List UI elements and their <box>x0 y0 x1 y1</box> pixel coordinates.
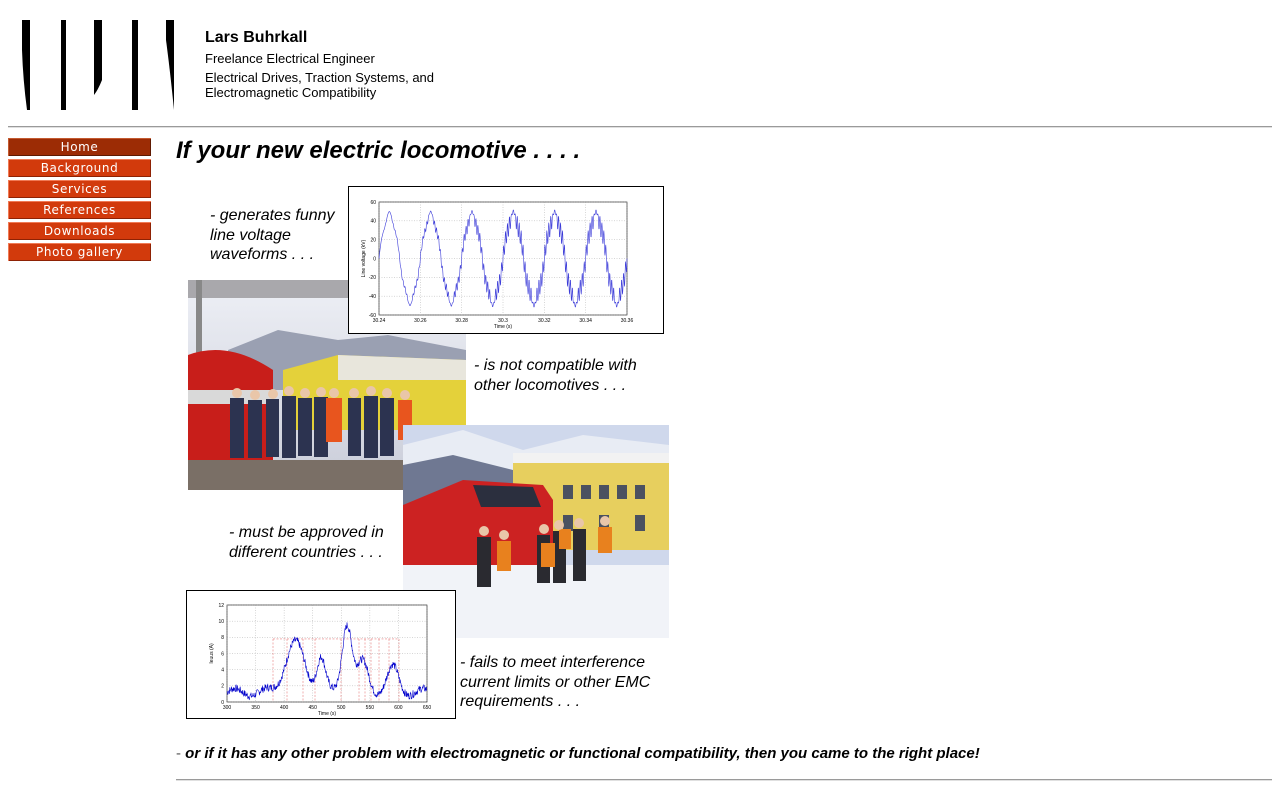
voltage-ytick: 0 <box>373 256 376 263</box>
voltage-xtick: 30.34 <box>579 318 592 324</box>
owner-specialty: Electrical Drives, Traction Systems, and Electromagnetic Compatibility <box>205 70 435 100</box>
nav-background[interactable]: Background <box>8 159 151 177</box>
closing-text: or if it has any other problem with electromagnetic or functional compatibility, then you came to the right place! <box>185 745 980 762</box>
plot-interference-current <box>186 590 456 719</box>
current-xlabel: Time (s) <box>317 711 337 717</box>
current-ytick: 2 <box>221 683 224 690</box>
current-ytick: 12 <box>218 602 224 609</box>
current-xtick: 350 <box>251 705 260 711</box>
owner-name: Lars Buhrkall <box>205 29 308 46</box>
current-xtick: 500 <box>337 705 346 711</box>
voltage-ytick: -20 <box>368 275 376 282</box>
voltage-ytick: 20 <box>370 237 376 244</box>
current-ytick: 6 <box>221 651 224 658</box>
voltage-xtick: 30.24 <box>372 318 386 324</box>
voltage-xlabel: Time (s) <box>493 324 513 330</box>
current-ytick: 10 <box>218 618 224 625</box>
sidebar-nav <box>8 138 151 264</box>
nav-home[interactable]: Home <box>8 138 151 156</box>
voltage-xtick: 30.28 <box>455 318 468 324</box>
caption-waveforms: - generates funny line voltage waveforms . . . <box>210 207 335 263</box>
closing-statement <box>176 745 980 762</box>
logo <box>20 20 176 110</box>
voltage-xtick: 30.36 <box>620 318 634 324</box>
current-ylabel: Ieuus (A) <box>209 643 215 664</box>
current-series-line <box>227 622 427 699</box>
owner-role: Freelance Electrical Engineer <box>205 51 375 66</box>
current-xtick: 400 <box>279 705 289 711</box>
current-xtick: 300 <box>222 705 232 711</box>
current-xtick: 550 <box>365 705 375 711</box>
voltage-xtick: 30.26 <box>414 318 427 324</box>
plot-line-voltage <box>348 186 664 334</box>
closing-dash: - <box>176 745 181 762</box>
current-xtick: 650 <box>422 705 432 711</box>
nav-references[interactable]: References <box>8 201 151 219</box>
caption-compatibility: - is not compatible with other locomotives . . . <box>474 357 637 394</box>
caption-approval: - must be approved in different countries . . . <box>229 524 384 561</box>
voltage-xtick: 30.3 <box>498 318 508 324</box>
current-ytick: 4 <box>221 667 224 674</box>
voltage-xtick: 30.32 <box>538 318 551 324</box>
nav-downloads[interactable]: Downloads <box>8 222 151 240</box>
page-title: If your new electric locomotive . . . . <box>176 137 581 164</box>
voltage-ytick: -60 <box>368 312 376 319</box>
voltage-ytick: -40 <box>368 293 376 300</box>
line-voltage-chart <box>349 187 663 333</box>
voltage-ylabel: Line voltage (kV) <box>361 239 367 278</box>
divider <box>8 126 1272 128</box>
interference-current-chart <box>187 591 455 718</box>
voltage-ytick: 60 <box>370 199 376 206</box>
current-xtick: 600 <box>394 705 403 711</box>
divider <box>176 779 1272 781</box>
current-ytick: 0 <box>221 699 224 706</box>
nav-services[interactable]: Services <box>8 180 151 198</box>
current-ytick: 8 <box>221 635 224 642</box>
caption-emc: - fails to meet interference current limits or other EMC requirements . . . <box>460 654 651 710</box>
current-xtick: 450 <box>308 705 317 711</box>
voltage-ytick: 40 <box>370 218 376 225</box>
nav-photo-gallery[interactable]: Photo gallery <box>8 243 151 261</box>
